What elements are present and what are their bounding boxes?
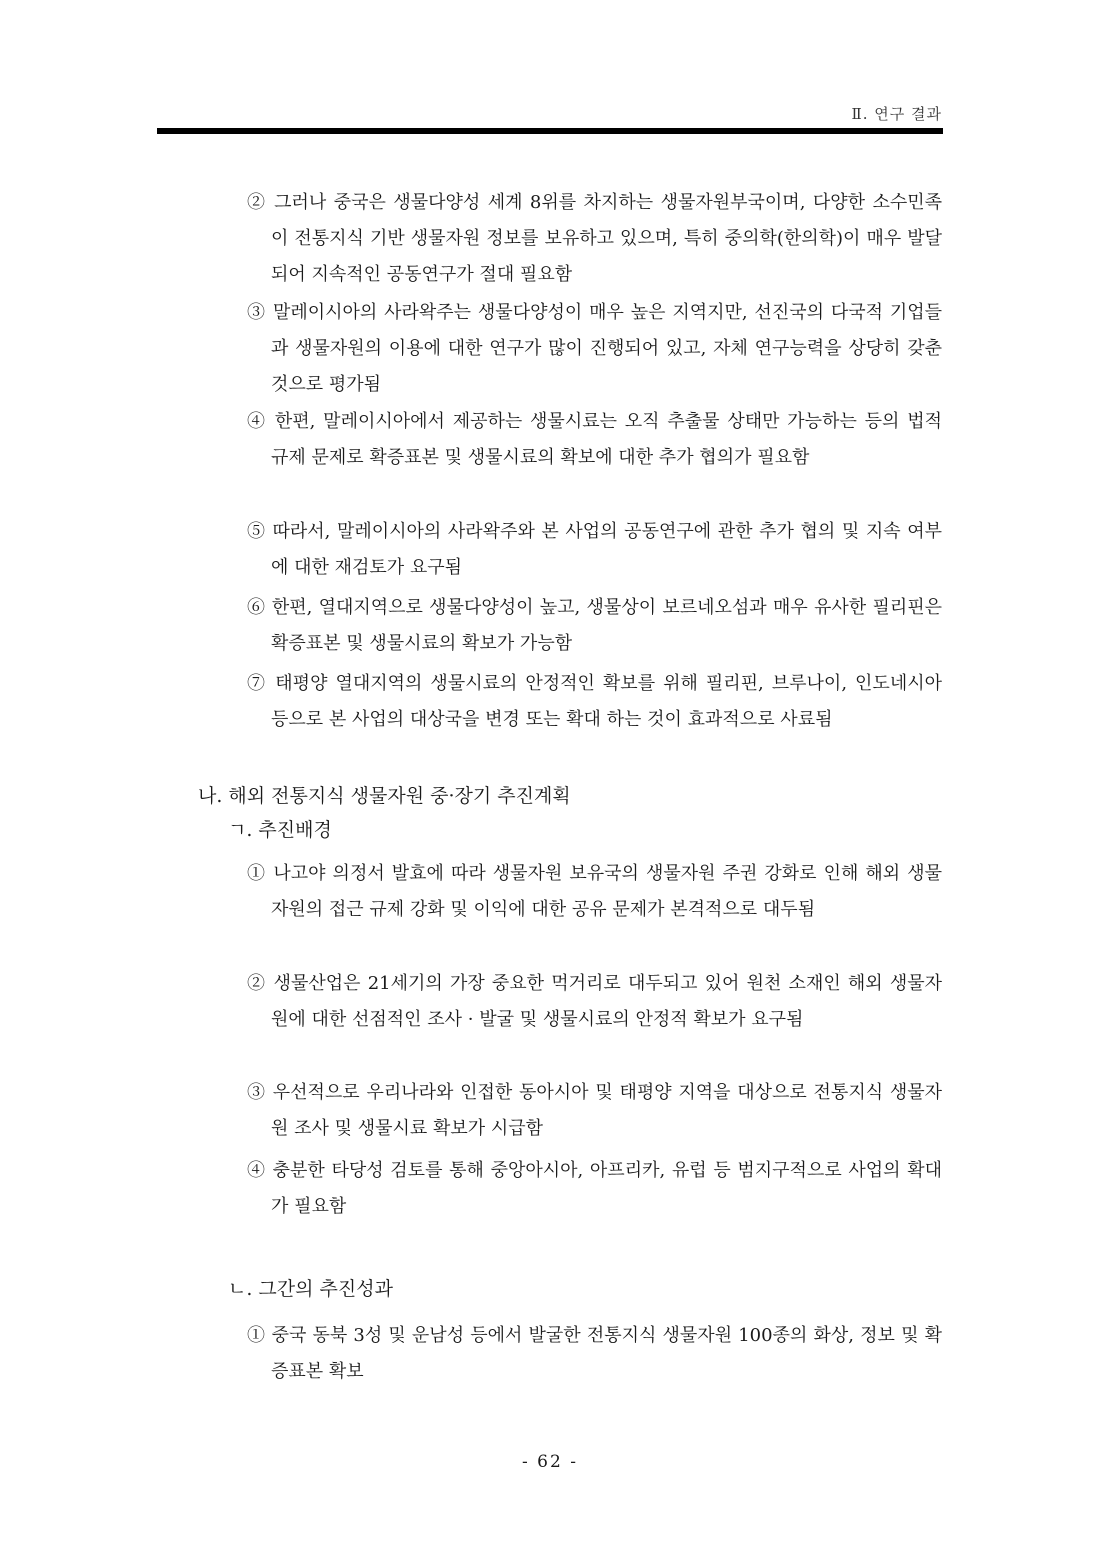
page-number: - 62 - <box>522 1452 578 1472</box>
subsection-heading-background: ㄱ. 추진배경 <box>228 819 332 841</box>
chapter-header: Ⅱ. 연구 결과 <box>851 105 942 123</box>
list-item-text: ④ 한편, 말레이시아에서 제공하는 생물시료는 오직 추출물 상태만 가능하는 등의 법적 규제 문제로 확증표본 및 생물시료의 확보에 대한 추가 협의가 필요함 <box>247 411 942 468</box>
list-item-text: ② 그러나 중국은 생물다양성 세계 8위를 차지하는 생물자원부국이며, 다양한 소수민족이 전통지식 기반 생물자원 정보를 보유하고 있으며, 특히 중의학(한의학)이 매우 발달되어 지속적인 공동연구가 절대 필요함 <box>247 192 942 285</box>
list-item <box>247 666 942 738</box>
list-item <box>247 856 942 928</box>
list-item-text: ② 생물산업은 21세기의 가장 중요한 먹거리로 대두되고 있어 원천 소재인 해외 생물자원에 대한 선점적인 조사 · 발굴 및 생물시료의 안정적 확보가 요구됨 <box>247 973 942 1030</box>
list-item <box>247 295 942 403</box>
section-heading: 나. 해외 전통지식 생물자원 중·장기 추진계획 <box>198 785 571 807</box>
list-item <box>247 1318 942 1390</box>
list-item-text: ④ 충분한 타당성 검토를 통해 중앙아시아, 아프리카, 유럽 등 범지구적으로 사업의 확대가 필요함 <box>247 1160 942 1217</box>
list-item-text: ⑥ 한편, 열대지역으로 생물다양성이 높고, 생물상이 보르네오섬과 매우 유사한 필리핀은 확증표본 및 생물시료의 확보가 가능함 <box>247 597 942 654</box>
subsection-heading-achievements: ㄴ. 그간의 추진성과 <box>228 1278 393 1300</box>
list-item-text: ⑦ 태평양 열대지역의 생물시료의 안정적인 확보를 위해 필리핀, 브루나이, 인도네시아 등으로 본 사업의 대상국을 변경 또는 확대 하는 것이 효과적으로 사료됨 <box>247 673 942 730</box>
list-item <box>247 185 942 293</box>
list-item <box>247 1075 942 1147</box>
list-item <box>247 966 942 1038</box>
header-divider <box>157 128 943 134</box>
list-item <box>247 590 942 662</box>
list-item <box>247 404 942 476</box>
list-item-text: ① 나고야 의정서 발효에 따라 생물자원 보유국의 생물자원 주권 강화로 인해 해외 생물자원의 접근 규제 강화 및 이익에 대한 공유 문제가 본격적으로 대두됨 <box>247 863 942 920</box>
list-item-text: ③ 우선적으로 우리나라와 인접한 동아시아 및 태평양 지역을 대상으로 전통지식 생물자원 조사 및 생물시료 확보가 시급함 <box>247 1082 942 1139</box>
list-item-text: ① 중국 동북 3성 및 운남성 등에서 발굴한 전통지식 생물자원 100종의 화상, 정보 및 확증표본 확보 <box>247 1325 942 1382</box>
list-item <box>247 514 942 586</box>
list-item-text: ③ 말레이시아의 사라왁주는 생물다양성이 매우 높은 지역지만, 선진국의 다국적 기업들과 생물자원의 이용에 대한 연구가 많이 진행되어 있고, 자체 연구능력을 상당히 갖춘 것으로 평가됨 <box>247 302 942 395</box>
list-item <box>247 1153 942 1225</box>
list-item-text: ⑤ 따라서, 말레이시아의 사라왁주와 본 사업의 공동연구에 관한 추가 협의 및 지속 여부에 대한 재검토가 요구됨 <box>247 521 942 578</box>
